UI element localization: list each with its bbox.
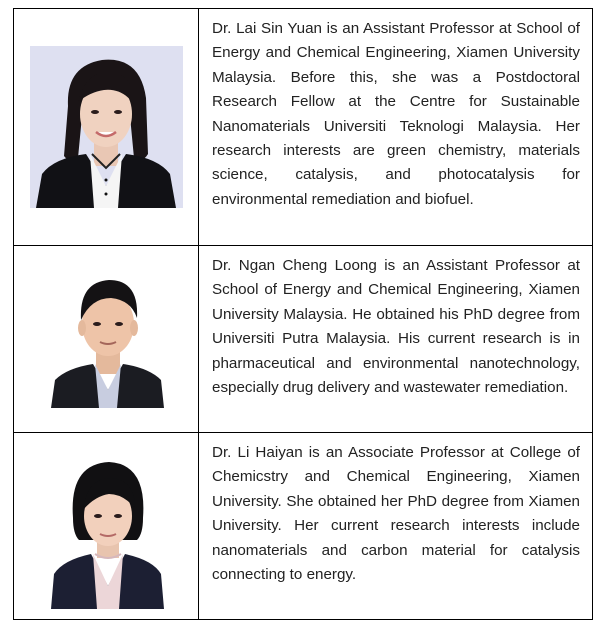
table-row — [14, 246, 593, 433]
bio-text: Dr. Li Haiyan is an Associate Professor at College of Chemicstry and Chemical Engineering, Xiamen University. She obtained her PhD degree from Xiamen University. Her current research interests include nanomaterials and carbon material for catalysis connecting to energy. — [212, 444, 580, 584]
bio-text: Dr. Ngan Cheng Loong is an Assistant Professor at School of Energy and Chemical Engineering, Xiamen University Malaysia. He obtained his PhD degree from Universiti Putra Malaysia. His current research is in pharmaceutical and environmental nanotechnology, especially drug delivery and wastewater remediation. — [212, 257, 580, 397]
photo-cell — [14, 246, 199, 433]
bio-cell — [199, 246, 593, 433]
portrait-photo-2 — [51, 274, 164, 408]
table-row — [14, 433, 593, 620]
bio-text: Dr. Lai Sin Yuan is an Assistant Professor at School of Energy and Chemical Engineering, Xiamen University Malaysia. Before this, she was a Postdoctoral Research Fellow at the Centre for Sustainable Nanomaterials Universiti Teknologi Malaysia. Her research interests are green chemistry, materials science, catalysis, and photocatalysis for environmental remediation and biofuel. — [212, 20, 580, 208]
portrait-photo-3 — [51, 458, 164, 609]
photo-cell — [14, 433, 199, 620]
portrait-photo-1 — [30, 46, 183, 208]
photo-cell — [14, 9, 199, 246]
bio-cell — [199, 433, 593, 620]
table-row — [14, 9, 593, 246]
bio-cell — [199, 9, 593, 246]
bio-table — [13, 8, 593, 620]
